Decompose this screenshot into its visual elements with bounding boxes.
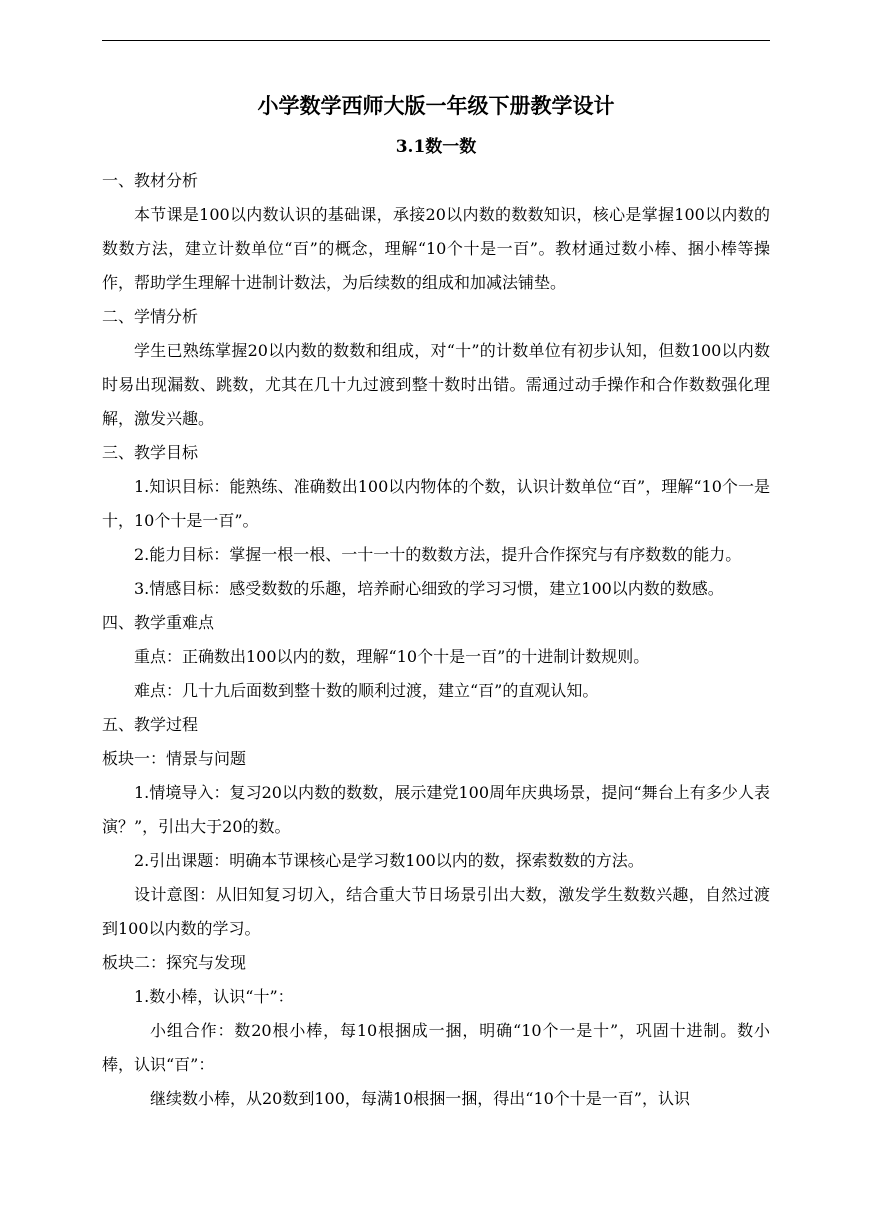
block-heading: 板块一：情景与问题 bbox=[102, 749, 247, 768]
paragraph: 1.知识目标：能熟练、准确数出100以内物体的个数，认识计数单位“百”，理解“10个一是十，10个十是一百”。 bbox=[102, 477, 770, 530]
document-subtitle: 3.1数一数 bbox=[395, 137, 477, 157]
paragraph: 3.情感目标：感受数数的乐趣，培养耐心细致的学习习惯，建立100以内数的数感。 bbox=[134, 579, 724, 598]
paragraph: 学生已熟练掌握20以内数的数数和组成，对“十”的计数单位有初步认知，但数100以内数时易出现漏数、跳数，尤其在几十九过渡到整十数时出错。需通过动手操作和合作数数强化理解，激发兴趣。 bbox=[102, 341, 770, 428]
document-sections bbox=[102, 164, 770, 1116]
document-title: 小学数学西师大版一年级下册教学设计 bbox=[257, 93, 615, 118]
paragraph: 继续数小棒，从20数到100，每满10根捆一捆，得出“10个十是一百”，认识 bbox=[150, 1089, 690, 1108]
paragraph: 重点：正确数出100以内的数，理解“10个十是一百”的十进制计数规则。 bbox=[134, 647, 650, 666]
section-heading: 一、教材分析 bbox=[102, 171, 199, 190]
paragraph: 2.能力目标：掌握一根一根、一十一十的数数方法，提升合作探究与有序数数的能力。 bbox=[134, 545, 742, 564]
paragraph: 本节课是100以内数认识的基础课，承接20以内数的数数知识，核心是掌握100以内数的数数方法，建立计数单位“百”的概念，理解“10个十是一百”。教材通过数小棒、捆小棒等操作，帮助学生理解十进制计数法，为后续数的组成和加减法铺垫。 bbox=[102, 205, 770, 292]
paragraph: 1.数小棒，认识“十”： bbox=[134, 987, 294, 1006]
paragraph: 1.情境导入：复习20以内数的数数，展示建党100周年庆典场景，提问“舞台上有多少人表演？”，引出大于20的数。 bbox=[102, 783, 770, 836]
paragraph: 难点：几十九后面数到整十数的顺利过渡，建立“百”的直观认知。 bbox=[134, 681, 599, 700]
section-heading: 二、学情分析 bbox=[102, 307, 199, 326]
paragraph: 设计意图：从旧知复习切入，结合重大节日场景引出大数，激发学生数数兴趣，自然过渡到100以内数的学习。 bbox=[102, 885, 770, 938]
section-heading: 三、教学目标 bbox=[102, 443, 199, 462]
section-heading: 四、教学重难点 bbox=[102, 613, 215, 632]
section-heading: 五、教学过程 bbox=[102, 715, 199, 734]
paragraph: 小组合作：数20根小棒，每10根捆成一捆，明确“10个一是十”，巩固十进制。数小棒，认识“百”： bbox=[102, 1021, 770, 1074]
header-rule bbox=[102, 40, 770, 41]
block-heading: 板块二：探究与发现 bbox=[102, 953, 247, 972]
paragraph: 2.引出课题：明确本节课核心是学习数100以内的数，探索数数的方法。 bbox=[134, 851, 644, 870]
document-body bbox=[102, 88, 770, 1116]
